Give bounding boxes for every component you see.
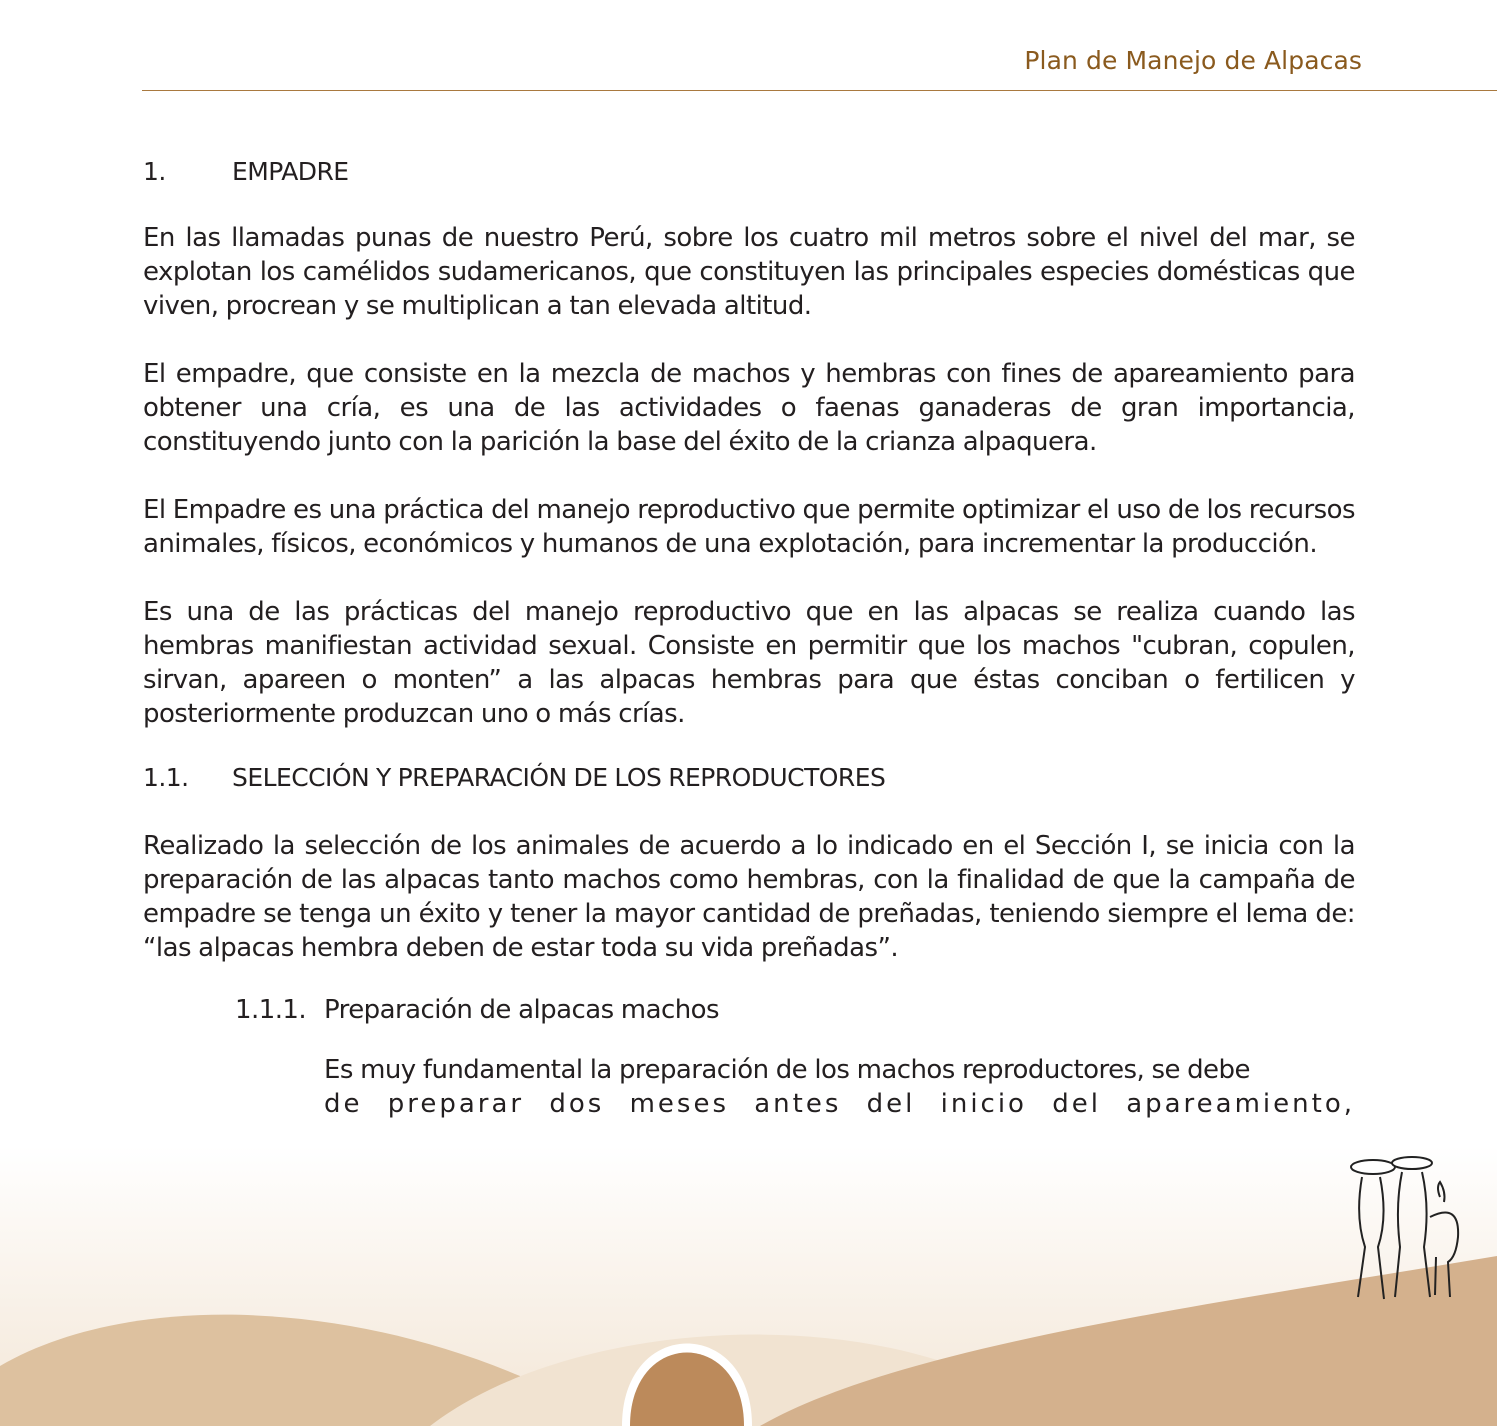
section-title: Preparación de alpacas machos: [324, 995, 719, 1025]
indented-paragraph: [324, 1053, 1355, 1121]
section-number: 1.1.1.: [235, 995, 307, 1025]
paragraph: Es una de las prácticas del manejo reproductivo que en las alpacas se realiza cuando las hembras manifiestan actividad sexual. Consiste en permitir que los machos "cubran, copulen, sirvan, apareen o monten” a las alpacas hembras para que éstas conciban o fertilicen y posteriormente produzcan uno o más crías.: [143, 597, 1355, 729]
footer-decoration: [0, 1146, 1497, 1426]
section-number: 1.: [143, 157, 166, 186]
section-heading-1-1-1: [235, 993, 1355, 1027]
section-number: 1.1.: [143, 763, 189, 792]
page-header-title: Plan de Manejo de Alpacas: [1024, 46, 1362, 75]
section-title: SELECCIÓN Y PREPARACIÓN DE LOS REPRODUCTORES: [232, 763, 886, 792]
document-body: [143, 155, 1355, 1121]
paragraph: Realizado la selección de los animales de acuerdo a lo indicado en el Sección I, se inicia con la preparación de las alpacas tanto machos como hembras, con la finalidad de que la campaña de empadre se tenga un éxito y tener la mayor cantidad de preñadas, teniendo siempre el lema de: “las alpacas hembra deben de estar toda su vida preñadas”.: [143, 831, 1355, 963]
section-heading-1-1: [143, 761, 1355, 795]
paragraph-line: de preparar dos meses antes del inicio del apareamiento,: [324, 1089, 1355, 1119]
paragraph: El Empadre es una práctica del manejo reproductivo que permite optimizar el uso de los recursos animales, físicos, económicos y humanos de una explotación, para incrementar la producción.: [143, 495, 1355, 559]
section-heading-1: [143, 155, 1355, 189]
section-title: EMPADRE: [232, 157, 349, 186]
paragraph-line: Es muy fundamental la preparación de los machos reproductores, se debe: [324, 1055, 1250, 1085]
header-divider: [142, 90, 1497, 91]
paragraph: En las llamadas punas de nuestro Perú, sobre los cuatro mil metros sobre el nivel del mar, se explotan los camélidos sudamericanos, que constituyen las principales especies domésticas que viven, procrean y se multiplican a tan elevada altitud.: [143, 223, 1355, 321]
paragraph: El empadre, que consiste en la mezcla de machos y hembras con fines de apareamiento para obtener una cría, es una de las actividades o faenas ganaderas de gran importancia, constituyendo junto con la parición la base del éxito de la crianza alpaquera.: [143, 359, 1355, 457]
